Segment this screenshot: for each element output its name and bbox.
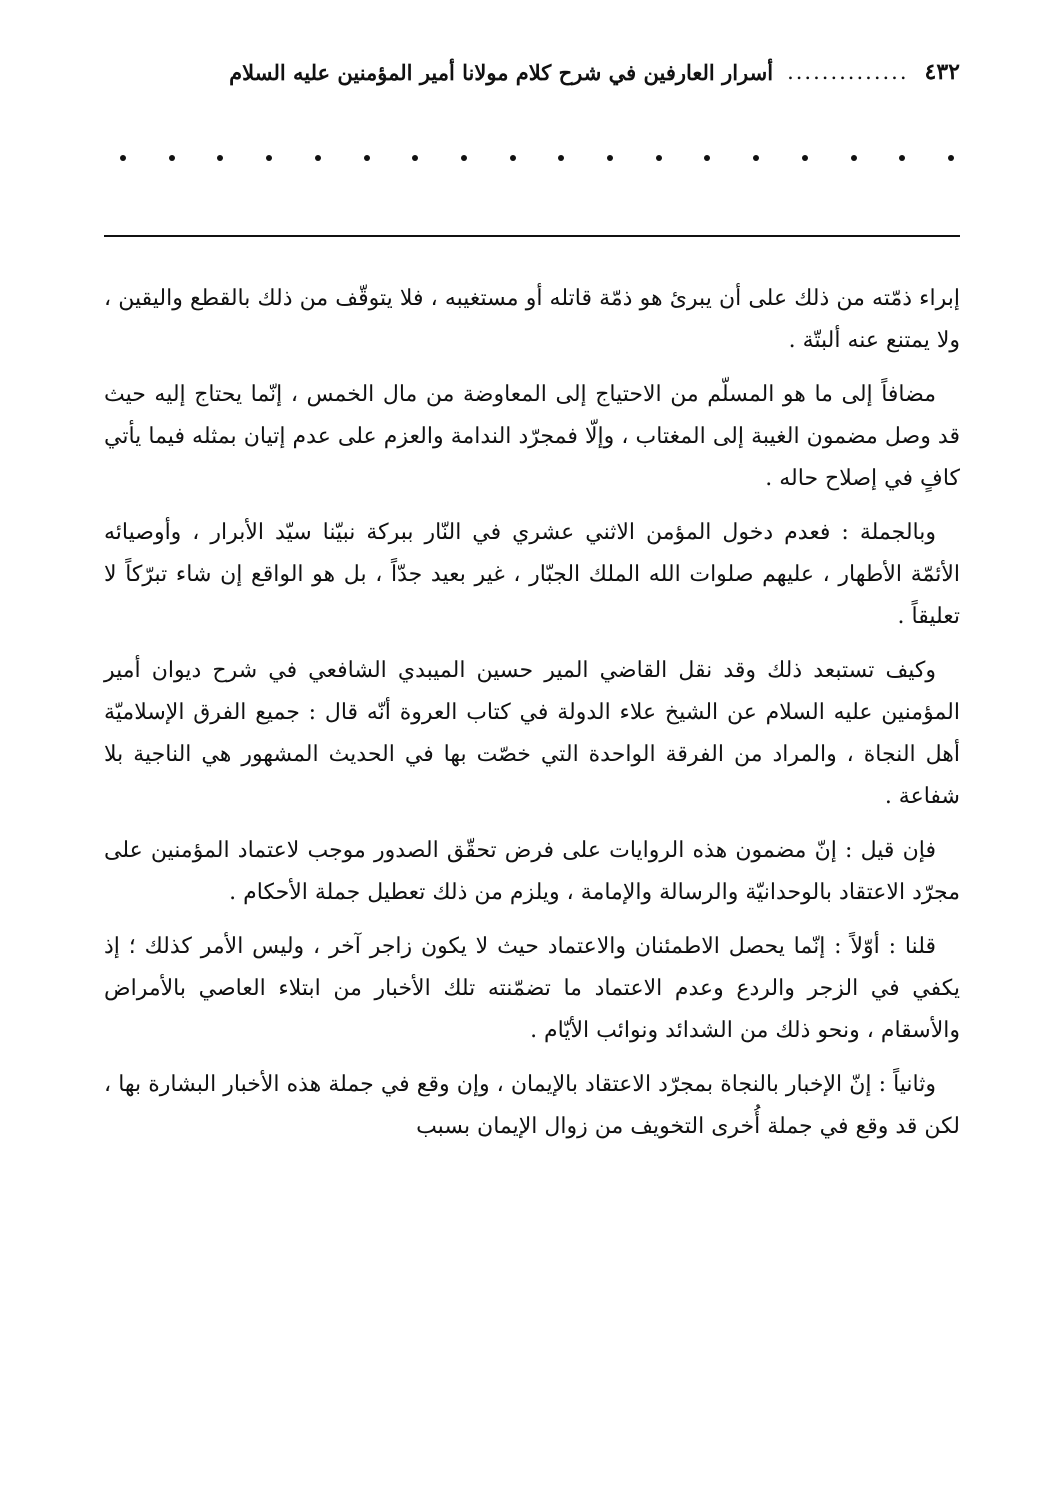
separator-dot <box>461 155 467 161</box>
paragraph: قلنا : أوّلاً : إنّما يحصل الاطمئنان والاعتماد حيث لا يكون زاجر آخر ، وليس الأمر كذلك ؛ إذ يكفي في الزجر والردع وعدم الاعتماد ما تضمّنته تلك الأخبار من ابتلاء العاصي بالأمراض والأسقام ، ونحو ذلك من الشدائد ونوائب الأيّام . <box>104 934 960 1043</box>
separator-dot <box>607 155 613 161</box>
running-header <box>104 54 960 90</box>
separator-dot <box>704 155 710 161</box>
header-title: أسرار العارفين في شرح كلام مولانا أمير المؤمنين عليه السلام <box>229 59 774 85</box>
separator-dot <box>169 155 175 161</box>
horizontal-rule <box>104 235 960 237</box>
paragraph: وكيف تستبعد ذلك وقد نقل القاضي المير حسين الميبدي الشافعي في شرح ديوان أمير المؤمنين عليه السلام عن الشيخ علاء الدولة في كتاب العروة أنّه قال : جميع الفرق الإسلاميّة أهل النجاة ، والمراد من الفرقة الواحدة التي خصّت بها في الحديث المشهور هي الناجية بلا شفاعة . <box>104 658 960 809</box>
header-leader-dots: .............. <box>787 60 909 84</box>
separator-dot <box>510 155 516 161</box>
separator-dot <box>120 155 126 161</box>
paragraph: وثانياً : إنّ الإخبار بالنجاة بمجرّد الاعتقاد بالإيمان ، وإن وقع في جملة هذه الأخبار البشارة بها ، لكن قد وقع في جملة أُخرى التخويف من زوال الإيمان بسبب <box>104 1072 960 1139</box>
separator-dot <box>364 155 370 161</box>
paragraph: فإن قيل : إنّ مضمون هذه الروايات على فرض تحقّق الصدور موجب لاعتماد المؤمنين على مجرّد الاعتقاد بالوحدانيّة والرسالة والإمامة ، ويلزم من ذلك تعطيل جملة الأحكام . <box>104 838 960 905</box>
separator-dot <box>753 155 759 161</box>
separator-dot <box>851 155 857 161</box>
separator-dot <box>266 155 272 161</box>
separator-dot <box>217 155 223 161</box>
separator-dot <box>899 155 905 161</box>
body-text <box>104 278 960 1160</box>
paragraph: مضافاً إلى ما هو المسلّم من الاحتياج إلى المعاوضة من مال الخمس ، إنّما يحتاج إليه حيث قد وصل مضمون الغيبة إلى المغتاب ، وإلّا فمجرّد الندامة والعزم على عدم إتيان بمثله فيما يأتي كافٍ في إصلاح حاله . <box>104 382 960 491</box>
paragraph: وبالجملة : فعدم دخول المؤمن الاثني عشري في النّار ببركة نبيّنا سيّد الأبرار ، وأوصيائه الأئمّة الأطهار ، عليهم صلوات الله الملك الجبّار ، غير بعيد جدّاً ، بل هو الواقع إن شاء تبرّكاً لا تعليقاً . <box>104 520 960 629</box>
paragraph: إبراء ذمّته من ذلك على أن يبرئ هو ذمّة قاتله أو مستغيبه ، فلا يتوقّف من ذلك بالقطع واليقين ، ولا يمتنع عنه ألبتّة . <box>104 286 960 353</box>
page-number: ٤٣٢ <box>924 59 960 85</box>
separator-dot <box>412 155 418 161</box>
separator-dot <box>802 155 808 161</box>
separator-dot <box>656 155 662 161</box>
separator-dot <box>315 155 321 161</box>
separator-dot <box>558 155 564 161</box>
separator-dots <box>120 155 954 173</box>
separator-dot <box>948 155 954 161</box>
